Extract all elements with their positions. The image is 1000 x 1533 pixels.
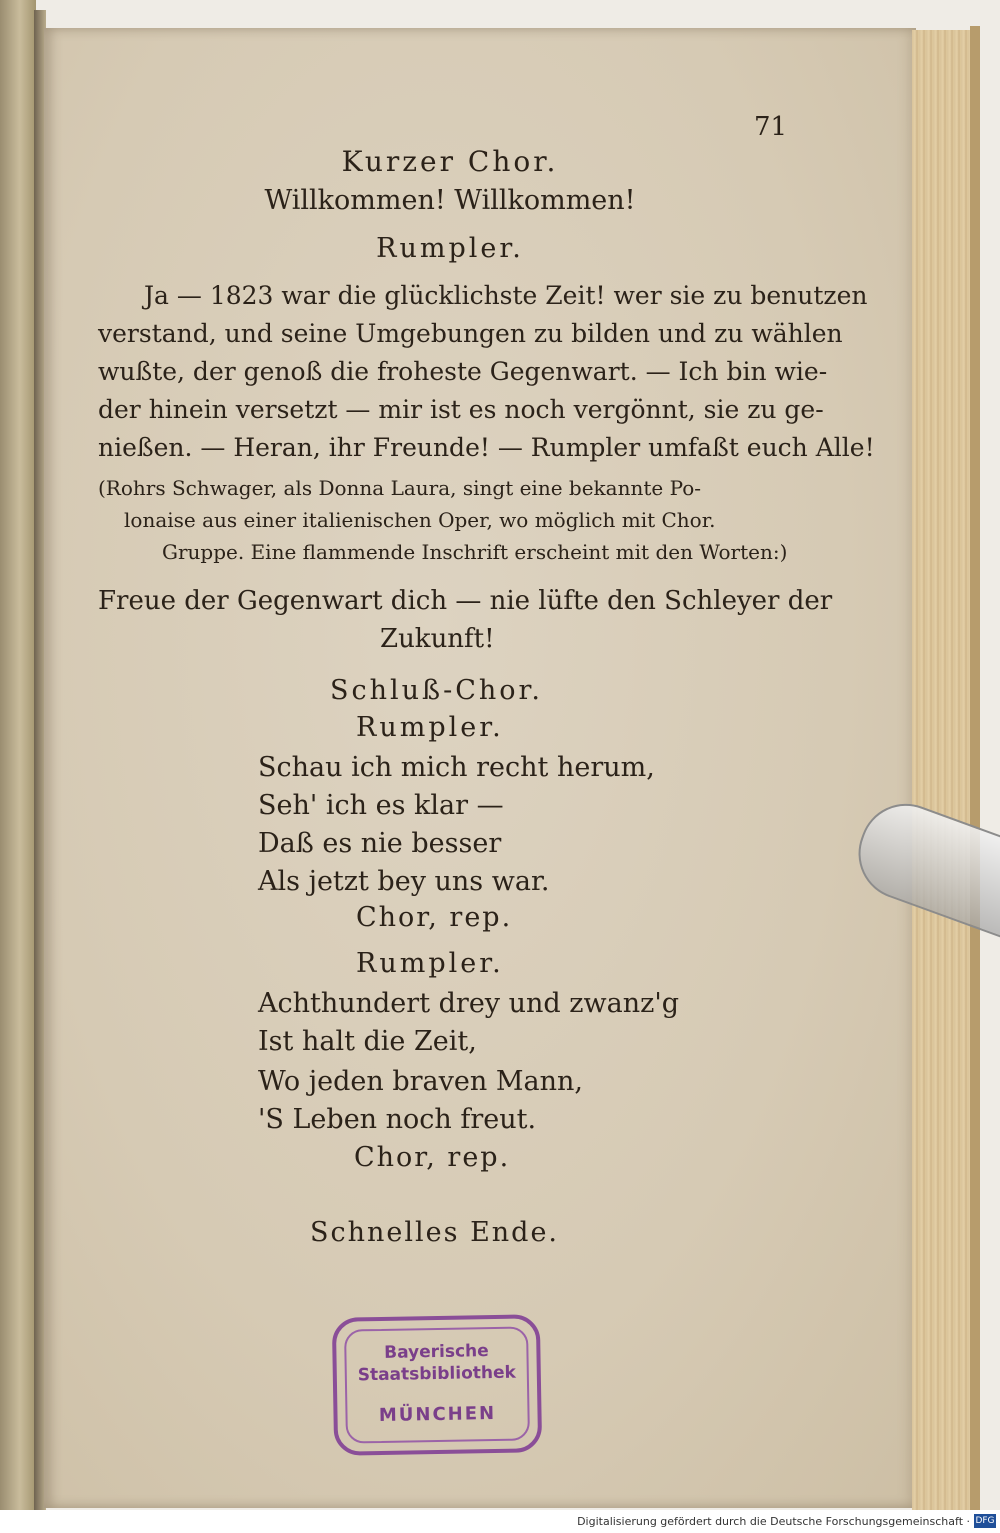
left-page-edge: [0, 0, 36, 1510]
library-stamp: [332, 1314, 542, 1456]
paragraph-line: Ja — 1823 war die glücklichste Zeit! wer sie zu benutzen: [144, 281, 868, 310]
verse-line: Daß es nie besser: [258, 828, 502, 859]
speaker-rumpler: Rumpler.: [376, 233, 524, 264]
stage-direction-line: Gruppe. Eine flammende Inschrift erscheint mit den Worten:): [162, 540, 788, 564]
stamp-text: MÜNCHEN: [378, 1402, 497, 1427]
verse-line: Achthundert drey und zwanz'g: [258, 988, 680, 1019]
verse-line: Schau ich mich recht herum,: [258, 752, 655, 783]
motto-line: Freue der Gegenwart dich — nie lüfte den Schleyer der: [98, 586, 833, 616]
stamp-text: Bayerische: [383, 1341, 489, 1363]
verse-line: Ist halt die Zeit,: [258, 1026, 477, 1057]
page-number: 71: [754, 112, 788, 142]
paragraph-line: nießen. — Heran, ihr Freunde! — Rumpler umfaßt euch Alle!: [98, 433, 875, 462]
motto-line: Zukunft!: [380, 624, 495, 654]
chorus-repeat: Chor, rep.: [354, 1142, 511, 1173]
heading-welcome: Willkommen! Willkommen!: [264, 185, 636, 216]
stage-direction-line: lonaise aus einer italienischen Oper, wo möglich mit Chor.: [124, 508, 716, 532]
heading-short-chorus: Kurzer Chor.: [341, 145, 559, 178]
chorus-repeat: Chor, rep.: [356, 902, 513, 933]
verse-line: Wo jeden braven Mann,: [258, 1066, 583, 1097]
verse-line: Seh' ich es klar —: [258, 790, 504, 821]
song-title: Schluß-Chor.: [330, 675, 544, 706]
ending-note: Schnelles Ende.: [310, 1217, 560, 1248]
song-speaker: Rumpler.: [356, 948, 504, 979]
stage-direction-line: (Rohrs Schwager, als Donna Laura, singt eine bekannte Po-: [98, 476, 702, 500]
cover-edge: [970, 26, 980, 1512]
paragraph-line: der hinein versetzt — mir ist es noch vergönnt, sie zu ge-: [98, 395, 824, 424]
footer-credit: Digitalisierung gefördert durch die Deutsche Forschungsgemeinschaft ·: [577, 1515, 970, 1528]
paragraph-line: wußte, der genoß die froheste Gegenwart. — Ich bin wie-: [98, 357, 828, 386]
dfg-logo: DFG: [975, 1516, 995, 1526]
song-speaker: Rumpler.: [356, 712, 504, 743]
paragraph-line: verstand, und seine Umgebungen zu bilden und zu wählen: [98, 319, 843, 348]
verse-line: 'S Leben noch freut.: [258, 1104, 537, 1135]
stamp-text: Staatsbibliothek: [357, 1362, 517, 1386]
verse-line: Als jetzt bey uns war.: [258, 866, 550, 897]
